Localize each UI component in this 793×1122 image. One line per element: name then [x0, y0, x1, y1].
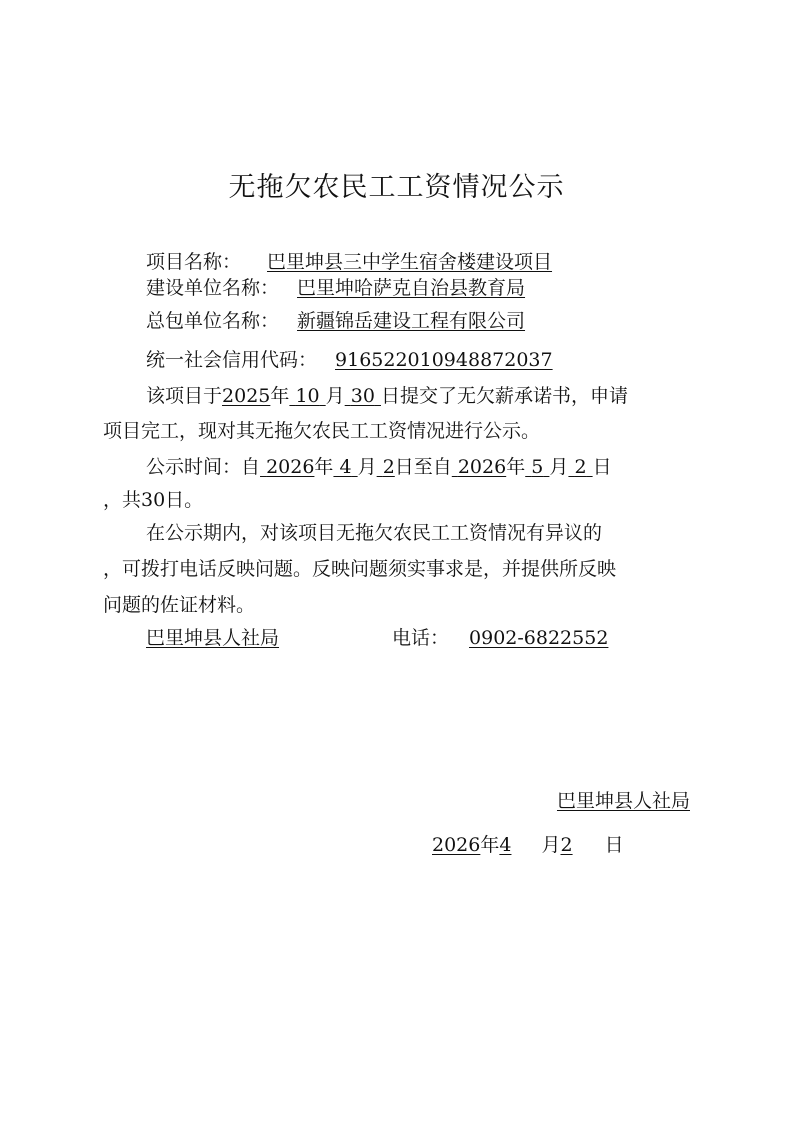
- commitment-year: 2025: [222, 385, 271, 407]
- builder-value: 巴里坤哈萨克自治县教育局: [297, 277, 526, 299]
- signature-year: 2026: [432, 834, 481, 856]
- period-end-day: 2: [574, 456, 587, 478]
- publicity-period-line-2: ，共30日。: [103, 489, 204, 511]
- builder-row: [146, 276, 525, 300]
- signature-org: 巴里坤县人社局: [556, 790, 690, 812]
- contact-org: 巴里坤县人社局: [146, 627, 280, 649]
- signature-day: 2: [560, 834, 573, 856]
- signature-date: 2026年4 月2 日: [432, 834, 624, 856]
- document-title: 无拖欠农民工工资情况公示: [228, 172, 565, 203]
- contact-row: [146, 626, 279, 650]
- phone-label: 电话：: [392, 627, 450, 649]
- project-name-label: 项目名称：: [146, 251, 242, 273]
- phone-row: [392, 626, 608, 650]
- period-end-year: 2026: [457, 456, 507, 478]
- objection-line-3: 问题的佐证材料。: [103, 594, 256, 616]
- contractor-row: [146, 309, 525, 333]
- period-end-month: 5: [531, 456, 544, 478]
- publicity-period-line-1: 公示时间：自 2026年 4 月 2日至自 2026年 5 月 2 日: [146, 456, 612, 478]
- credit-code-value: 916522010948872037: [335, 349, 553, 371]
- period-start-day: 2: [382, 456, 395, 478]
- commitment-line-2: 项目完工，现对其无拖欠农民工工资情况进行公示。: [103, 420, 541, 442]
- commitment-day: 30: [350, 385, 375, 407]
- project-name-value: 巴里坤县三中学生宿舍楼建设项目: [267, 251, 553, 273]
- credit-code-label: 统一社会信用代码：: [146, 349, 318, 371]
- period-start-year: 2026: [266, 456, 315, 478]
- contractor-value: 新疆锦岳建设工程有限公司: [297, 310, 526, 332]
- builder-label: 建设单位名称：: [146, 277, 280, 299]
- credit-code-row: [146, 348, 553, 372]
- commitment-month: 10: [295, 385, 320, 407]
- signature-month: 4: [499, 834, 512, 856]
- phone-number: 0902-6822552: [469, 627, 609, 649]
- commitment-line-1: 该项目于2025年 10 月 30 日提交了无欠薪承诺书，申请: [146, 385, 628, 407]
- period-start-month: 4: [339, 456, 352, 478]
- objection-line-2: ，可拨打电话反映问题。反映问题须实事求是，并提供所反映: [103, 558, 617, 580]
- contractor-label: 总包单位名称：: [146, 310, 280, 332]
- objection-line-1: 在公示期内，对该项目无拖欠农民工工资情况有异议的: [146, 522, 603, 544]
- project-name-row: [146, 250, 552, 274]
